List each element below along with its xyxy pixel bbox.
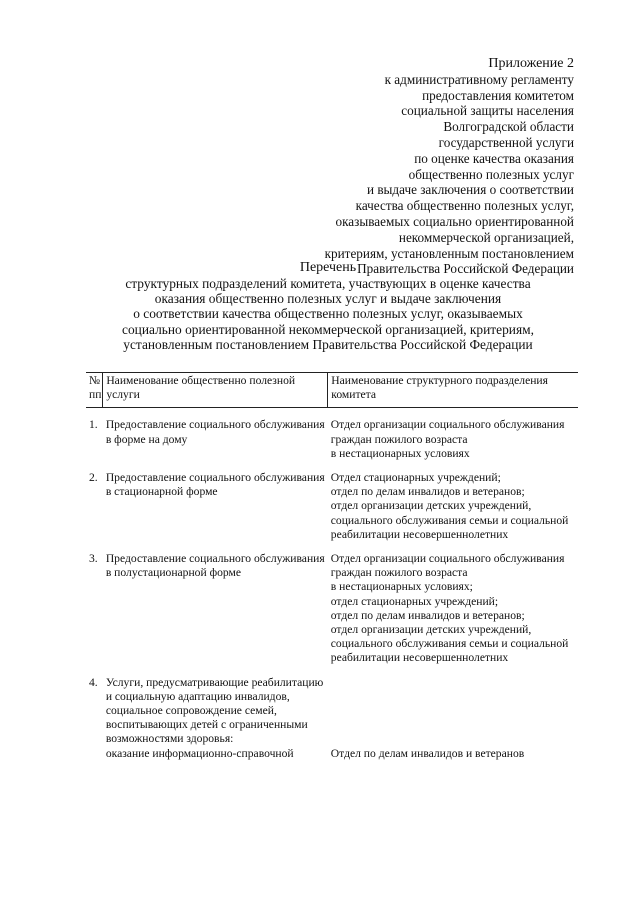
appendix-line: некоммерческой организацией, xyxy=(398,229,574,245)
header-unit-cell: Наименование структурного подразделения комитета xyxy=(328,373,578,408)
unit-line: отдел организации детских учреждений, социального обслуживания семьи и социальной реабилитации несовершеннолетних xyxy=(330,499,569,541)
row-number xyxy=(86,747,103,761)
title-heading: Перечень xyxy=(299,260,357,275)
appendix-line: социальной защиты населения xyxy=(401,103,574,119)
unit-line: в нестационарных условиях xyxy=(330,446,470,460)
row-service: оказание информационно-справочной xyxy=(105,746,294,760)
appendix-line: Правительства Российской Федерации xyxy=(357,261,574,277)
unit-line: Отдел по делам инвалидов и ветеранов xyxy=(330,746,525,760)
row-unit xyxy=(328,676,578,747)
appendix-block xyxy=(244,56,574,277)
table-row xyxy=(86,676,578,747)
title-line: оказания общественно полезных услуг и выдаче заключения xyxy=(154,291,502,307)
row-number: 1. xyxy=(89,418,98,432)
appendix-line: Волгоградской области xyxy=(443,119,574,135)
appendix-line: общественно полезных услуг xyxy=(408,166,574,182)
table-row xyxy=(86,418,578,461)
title-line: установленным постановлением Правительства Российской Федерации xyxy=(123,336,533,352)
unit-line: отдел по делам инвалидов и ветеранов; xyxy=(330,485,525,499)
appendix-line: оказываемых социально ориентированной xyxy=(335,213,574,229)
row-service: Услуги, предусматривающие реабилитацию и социальную адаптацию инвалидов, социальное сопровождение семей, воспитывающих детей с ограниченными возможностями здоровья: xyxy=(105,675,324,746)
row-number: 4. xyxy=(89,675,98,689)
unit-line: отдел стационарных учреждений; xyxy=(330,594,499,608)
table-header-row xyxy=(86,373,578,408)
appendix-line: критериям, установленным постановлением xyxy=(324,245,574,261)
unit-line: Отдел организации социального обслуживания граждан пожилого возраста xyxy=(330,418,565,446)
row-number: 3. xyxy=(89,552,98,566)
row-unit xyxy=(328,747,578,761)
appendix-line: и выдаче заключения о соответствии xyxy=(366,182,574,198)
header-number-cell xyxy=(86,373,103,408)
header-service-cell: Наименование общественно полезной услуги xyxy=(103,373,328,408)
title-line: структурных подразделений комитета, участвующих в оценке качества xyxy=(125,276,531,291)
title-line: социально ориентированной некоммерческой организацией, критериям, xyxy=(122,321,534,337)
header-number-line2: пп xyxy=(89,388,102,402)
table-row xyxy=(86,747,578,761)
units-table xyxy=(86,372,578,761)
appendix-line: государственной услуги xyxy=(438,134,574,150)
row-unit xyxy=(328,418,578,461)
unit-line: отдел организации детских учреждений, социального обслуживания семьи и социальной реабилитации несовершеннолетних xyxy=(330,623,569,665)
row-number: 2. xyxy=(89,471,98,485)
appendix-line: Приложение 2 xyxy=(488,56,574,71)
unit-line: отдел по делам инвалидов и ветеранов; xyxy=(330,608,525,622)
unit-line: Отдел стационарных учреждений; xyxy=(330,471,501,485)
row-service: Предоставление социального обслуживания в полустационарной форме xyxy=(105,552,325,580)
row-unit xyxy=(328,552,578,666)
appendix-line: предоставления комитетом xyxy=(422,87,574,103)
appendix-line: к административному регламенту xyxy=(384,71,574,87)
title-line: о соответствии качества общественно полезных услуг, оказываемых xyxy=(133,306,523,322)
document-title xyxy=(80,260,576,352)
row-service: Предоставление социального обслуживания в стационарной форме xyxy=(105,471,325,499)
appendix-line: качества общественно полезных услуг, xyxy=(355,198,574,214)
header-number-line1: № xyxy=(89,374,101,387)
row-service: Предоставление социального обслуживания в форме на дому xyxy=(105,418,325,446)
unit-line: Отдел организации социального обслуживания граждан пожилого возраста xyxy=(330,552,565,580)
row-unit xyxy=(328,471,578,542)
table-row xyxy=(86,471,578,542)
table-row xyxy=(86,552,578,666)
unit-line: в нестационарных условиях; xyxy=(330,580,473,594)
appendix-line: по оценке качества оказания xyxy=(414,150,574,166)
